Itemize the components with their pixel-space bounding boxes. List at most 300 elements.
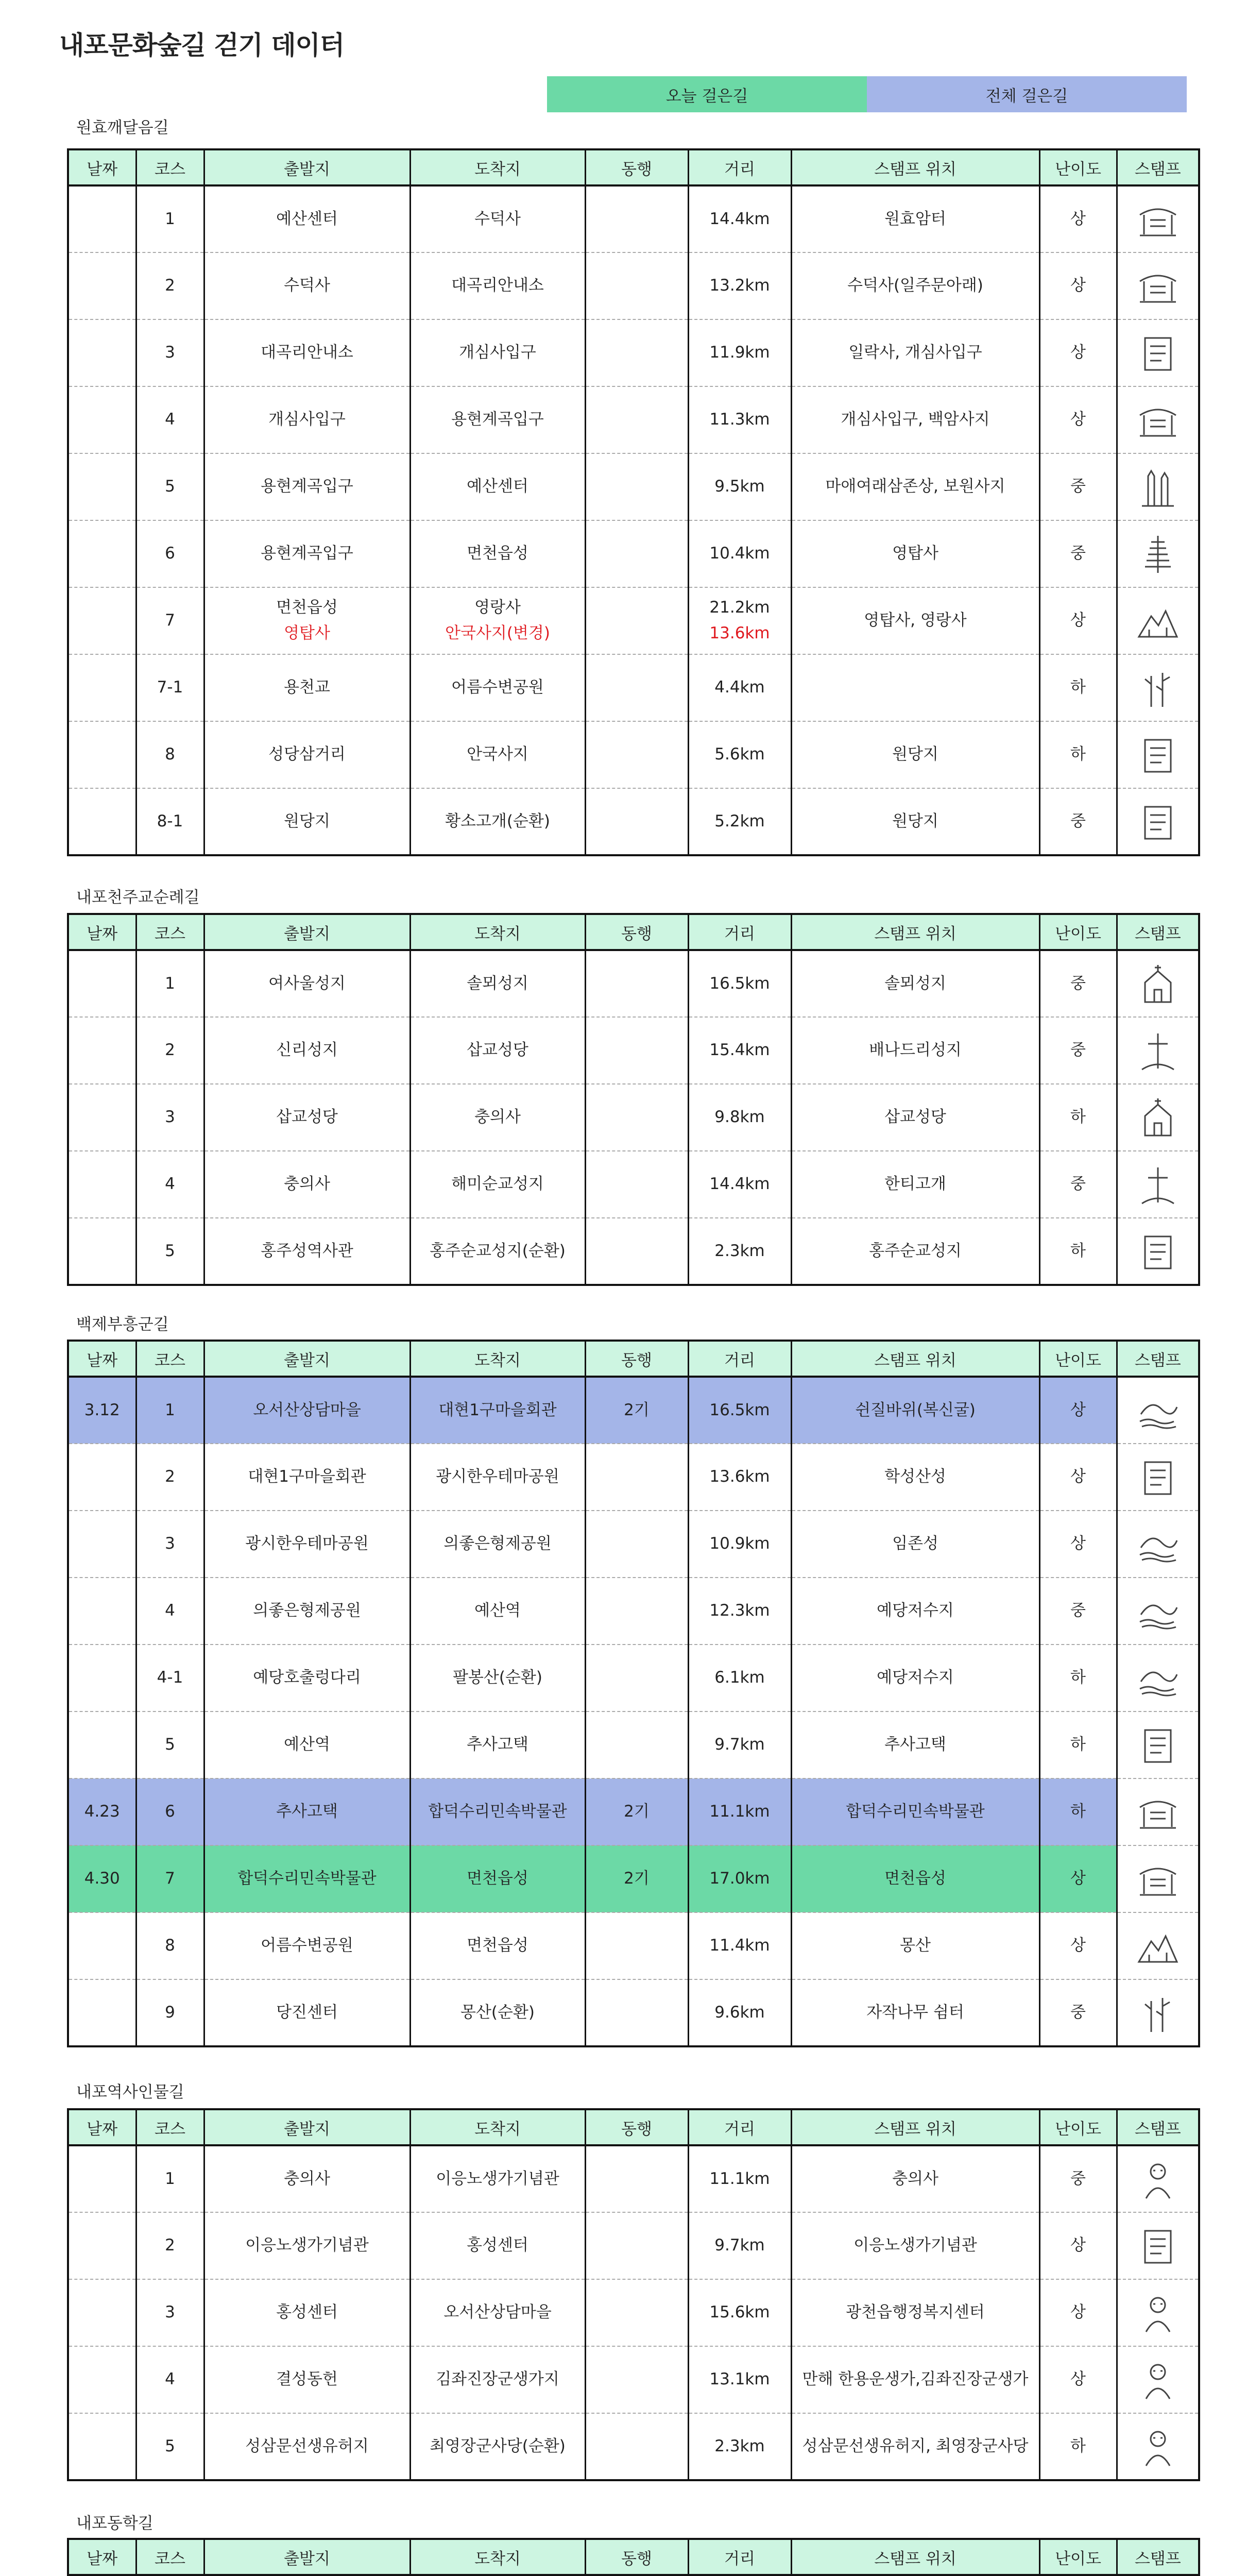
date-cell bbox=[68, 2212, 136, 2279]
stamp-location-cell: 만해 한용운생가,김좌진장군생가 bbox=[791, 2346, 1039, 2413]
course-cell: 4 bbox=[136, 1151, 204, 1218]
companion-cell bbox=[585, 1912, 688, 1979]
date-cell bbox=[68, 1017, 136, 1084]
stamp-location-cell: 배나드리성지 bbox=[791, 1017, 1039, 1084]
start-cell: 용천교 bbox=[204, 654, 410, 721]
scholar-stamp-icon bbox=[1136, 2425, 1180, 2469]
column-header: 스탬프 bbox=[1117, 2109, 1199, 2145]
column-header: 날짜 bbox=[68, 1341, 136, 1377]
column-header: 거리 bbox=[688, 914, 791, 950]
companion-cell bbox=[585, 1711, 688, 1778]
table-row bbox=[68, 587, 1199, 654]
difficulty-cell: 중 bbox=[1039, 788, 1117, 855]
door-stamp-icon bbox=[1136, 1723, 1180, 1767]
column-header: 도착지 bbox=[410, 2109, 585, 2145]
course-cell: 8-1 bbox=[136, 788, 204, 855]
date-cell bbox=[68, 1578, 136, 1645]
table-row bbox=[68, 2346, 1199, 2413]
distance-cell: 9.8km bbox=[688, 1084, 791, 1151]
distance-cell: 2.3km bbox=[688, 2413, 791, 2480]
stamp-location-cell: 임존성 bbox=[791, 1511, 1039, 1578]
end-cell: 황소고개(순환) bbox=[410, 788, 585, 855]
companion-cell bbox=[585, 950, 688, 1017]
date-cell bbox=[68, 386, 136, 453]
stamp-location-cell: 수덕사(일주문아래) bbox=[791, 252, 1039, 319]
difficulty-cell: 상 bbox=[1039, 2279, 1117, 2346]
table-row bbox=[68, 1912, 1199, 1979]
distance-cell: 13.1km bbox=[688, 2346, 791, 2413]
stamp-cell bbox=[1117, 1444, 1199, 1511]
table-row bbox=[68, 1444, 1199, 1511]
lake-stamp-icon bbox=[1136, 1589, 1180, 1633]
companion-cell bbox=[585, 1511, 688, 1578]
course-table bbox=[67, 148, 1200, 856]
date-cell bbox=[68, 1979, 136, 2046]
stamp-cell bbox=[1117, 319, 1199, 386]
end-cell: 수덕사 bbox=[410, 185, 585, 252]
start-cell: 충의사 bbox=[204, 1151, 410, 1218]
stamp-location-cell: 성삼문선생유허지, 최영장군사당 bbox=[791, 2413, 1039, 2480]
course-cell: 1 bbox=[136, 1377, 204, 1444]
companion-cell bbox=[585, 788, 688, 855]
course-cell: 6 bbox=[136, 1778, 204, 1845]
start-cell: 의좋은형제공원 bbox=[204, 1578, 410, 1645]
course-cell: 2 bbox=[136, 1444, 204, 1511]
table-row bbox=[68, 2279, 1199, 2346]
course-cell: 5 bbox=[136, 1218, 204, 1285]
birch-stamp-icon bbox=[1136, 1991, 1180, 2035]
stamp-cell bbox=[1117, 788, 1199, 855]
start-cell: 면천읍성 영탑사 bbox=[204, 587, 410, 654]
column-header: 거리 bbox=[688, 2109, 791, 2145]
column-header: 출발지 bbox=[204, 2109, 410, 2145]
legend-all: 전체 걸은길 bbox=[867, 76, 1187, 112]
stamp-location-cell: 쉰질바위(복신굴) bbox=[791, 1377, 1039, 1444]
column-header: 스탬프 위치 bbox=[791, 914, 1039, 950]
column-header: 스탬프 bbox=[1117, 1341, 1199, 1377]
companion-cell bbox=[585, 1645, 688, 1711]
course-table bbox=[67, 2538, 1200, 2576]
difficulty-cell: 중 bbox=[1039, 1151, 1117, 1218]
end-cell: 오서산상담마을 bbox=[410, 2279, 585, 2346]
column-header: 코스 bbox=[136, 914, 204, 950]
hill-cross-stamp-icon bbox=[1136, 1162, 1180, 1207]
course-cell: 2 bbox=[136, 2212, 204, 2279]
stamp-location-cell: 영탑사, 영랑사 bbox=[791, 587, 1039, 654]
companion-cell bbox=[585, 721, 688, 788]
start-cell: 홍주성역사관 bbox=[204, 1218, 410, 1285]
course-cell: 5 bbox=[136, 2413, 204, 2480]
companion-cell bbox=[585, 587, 688, 654]
companion-cell bbox=[585, 386, 688, 453]
distance-cell: 4.4km bbox=[688, 654, 791, 721]
course-table bbox=[67, 2108, 1200, 2481]
start-cell: 예당호출렁다리 bbox=[204, 1645, 410, 1711]
distance-cell: 11.4km bbox=[688, 1912, 791, 1979]
table-row bbox=[68, 1578, 1199, 1645]
end-cell: 홍주순교성지(순환) bbox=[410, 1218, 585, 1285]
companion-cell: 2기 bbox=[585, 1778, 688, 1845]
difficulty-cell: 상 bbox=[1039, 1912, 1117, 1979]
start-cell: 개심사입구 bbox=[204, 386, 410, 453]
stamp-cell bbox=[1117, 1377, 1199, 1444]
start-cell: 용현계곡입구 bbox=[204, 520, 410, 587]
column-header: 코스 bbox=[136, 2539, 204, 2575]
difficulty-cell: 상 bbox=[1039, 185, 1117, 252]
companion-cell: 2기 bbox=[585, 1845, 688, 1912]
start-cell: 당진센터 bbox=[204, 1979, 410, 2046]
companion-cell bbox=[585, 2212, 688, 2279]
stamp-cell bbox=[1117, 1151, 1199, 1218]
shrine-stamp-icon bbox=[1136, 800, 1180, 844]
rock-stamp-icon bbox=[1136, 1388, 1180, 1433]
stamp-location-cell: 학성산성 bbox=[791, 1444, 1039, 1511]
companion-cell bbox=[585, 2145, 688, 2212]
date-cell bbox=[68, 252, 136, 319]
start-cell: 여사울성지 bbox=[204, 950, 410, 1017]
end-cell: 면천읍성 bbox=[410, 1845, 585, 1912]
table-header bbox=[68, 914, 1199, 950]
course-cell: 1 bbox=[136, 950, 204, 1017]
column-header: 난이도 bbox=[1039, 2539, 1117, 2575]
date-cell bbox=[68, 950, 136, 1017]
distance-cell: 21.2km 13.6km bbox=[688, 587, 791, 654]
date-cell bbox=[68, 721, 136, 788]
stamp-location-cell: 충의사 bbox=[791, 2145, 1039, 2212]
table-row bbox=[68, 1017, 1199, 1084]
distance-cell: 5.6km bbox=[688, 721, 791, 788]
stamp-location-cell: 삽교성당 bbox=[791, 1084, 1039, 1151]
companion-cell bbox=[585, 2346, 688, 2413]
stamp-cell bbox=[1117, 1645, 1199, 1711]
date-cell bbox=[68, 1912, 136, 1979]
start-cell: 광시한우테마공원 bbox=[204, 1511, 410, 1578]
lake-stamp-icon bbox=[1136, 1656, 1180, 1700]
column-header: 스탬프 위치 bbox=[791, 2539, 1039, 2575]
end-cell: 예산역 bbox=[410, 1578, 585, 1645]
distance-cell: 9.6km bbox=[688, 1979, 791, 2046]
section-title: 내포천주교순례길 bbox=[76, 888, 200, 907]
companion-cell bbox=[585, 185, 688, 252]
section-title: 백제부흥군길 bbox=[76, 1315, 169, 1334]
stamp-cell bbox=[1117, 185, 1199, 252]
stamp-cell bbox=[1117, 1084, 1199, 1151]
difficulty-cell: 상 bbox=[1039, 587, 1117, 654]
column-header: 출발지 bbox=[204, 2539, 410, 2575]
column-header: 날짜 bbox=[68, 2109, 136, 2145]
start-cell: 이응노생가기념관 bbox=[204, 2212, 410, 2279]
figures-stamp-icon bbox=[1136, 2291, 1180, 2335]
table-row bbox=[68, 1511, 1199, 1578]
companion-cell bbox=[585, 319, 688, 386]
end-cell: 홍성센터 bbox=[410, 2212, 585, 2279]
end-cell: 해미순교성지 bbox=[410, 1151, 585, 1218]
column-header: 스탬프 위치 bbox=[791, 1341, 1039, 1377]
course-cell: 8 bbox=[136, 721, 204, 788]
end-cell: 합덕수리민속박물관 bbox=[410, 1778, 585, 1845]
difficulty-cell: 상 bbox=[1039, 2346, 1117, 2413]
stamp-location-cell: 홍주순교성지 bbox=[791, 1218, 1039, 1285]
stamp-cell bbox=[1117, 1979, 1199, 2046]
column-header: 도착지 bbox=[410, 2539, 585, 2575]
course-cell: 5 bbox=[136, 1711, 204, 1778]
companion-cell bbox=[585, 2413, 688, 2480]
difficulty-cell: 중 bbox=[1039, 1017, 1117, 1084]
end-cell: 용현계곡입구 bbox=[410, 386, 585, 453]
stamp-cell bbox=[1117, 1912, 1199, 1979]
course-cell: 4-1 bbox=[136, 1645, 204, 1711]
companion-cell bbox=[585, 1017, 688, 1084]
companion-cell bbox=[585, 1218, 688, 1285]
column-header: 날짜 bbox=[68, 149, 136, 185]
start-cell: 예산역 bbox=[204, 1711, 410, 1778]
companion-cell bbox=[585, 1444, 688, 1511]
end-cell: 대현1구마을회관 bbox=[410, 1377, 585, 1444]
stamp-location-cell: 광천읍행정복지센터 bbox=[791, 2279, 1039, 2346]
date-cell bbox=[68, 453, 136, 520]
temple-bell-stamp-icon bbox=[1136, 197, 1180, 242]
section-title: 내포역사인물길 bbox=[76, 2083, 184, 2102]
end-cell: 몽산(순환) bbox=[410, 1979, 585, 2046]
column-header: 스탬프 위치 bbox=[791, 149, 1039, 185]
companion-cell bbox=[585, 2279, 688, 2346]
table-row bbox=[68, 1218, 1199, 1285]
difficulty-cell: 상 bbox=[1039, 1845, 1117, 1912]
start-cell: 오서산상담마을 bbox=[204, 1377, 410, 1444]
course-cell: 7 bbox=[136, 587, 204, 654]
calligraphy-stamp-icon bbox=[1136, 331, 1180, 375]
stamp-location-cell bbox=[791, 654, 1039, 721]
difficulty-cell: 상 bbox=[1039, 319, 1117, 386]
companion-cell bbox=[585, 252, 688, 319]
companion-cell bbox=[585, 520, 688, 587]
course-cell: 9 bbox=[136, 1979, 204, 2046]
difficulty-cell: 중 bbox=[1039, 2145, 1117, 2212]
stamp-cell bbox=[1117, 1845, 1199, 1912]
start-cell: 성삼문선생유허지 bbox=[204, 2413, 410, 2480]
end-cell: 면천읍성 bbox=[410, 1912, 585, 1979]
course-cell: 6 bbox=[136, 520, 204, 587]
column-header: 코스 bbox=[136, 1341, 204, 1377]
museum-stamp-icon bbox=[1136, 1790, 1180, 1834]
stamp-cell bbox=[1117, 252, 1199, 319]
stamp-location-cell: 이응노생가기념관 bbox=[791, 2212, 1039, 2279]
start-cell: 추사고택 bbox=[204, 1778, 410, 1845]
column-header: 난이도 bbox=[1039, 914, 1117, 950]
difficulty-cell: 하 bbox=[1039, 1711, 1117, 1778]
stamp-cell bbox=[1117, 520, 1199, 587]
stamp-cell bbox=[1117, 721, 1199, 788]
column-header: 스탬프 위치 bbox=[791, 2109, 1039, 2145]
end-cell: 의좋은형제공원 bbox=[410, 1511, 585, 1578]
date-cell bbox=[68, 654, 136, 721]
end-cell: 면천읍성 bbox=[410, 520, 585, 587]
distance-cell: 14.4km bbox=[688, 185, 791, 252]
stamp-cell bbox=[1117, 587, 1199, 654]
martyr-stamp-icon bbox=[1136, 1229, 1180, 1274]
table-row bbox=[68, 1151, 1199, 1218]
column-header: 동행 bbox=[585, 914, 688, 950]
end-cell-changed: 안국사지(변경) bbox=[445, 624, 550, 642]
column-header: 동행 bbox=[585, 149, 688, 185]
difficulty-cell: 상 bbox=[1039, 2212, 1117, 2279]
table-row bbox=[68, 252, 1199, 319]
stamp-cell bbox=[1117, 386, 1199, 453]
stamp-location-cell: 일락사, 개심사입구 bbox=[791, 319, 1039, 386]
date-cell: 3.12 bbox=[68, 1377, 136, 1444]
stamp-cell bbox=[1117, 2279, 1199, 2346]
column-header: 스탬프 bbox=[1117, 149, 1199, 185]
column-header: 날짜 bbox=[68, 2539, 136, 2575]
course-cell: 5 bbox=[136, 453, 204, 520]
start-cell: 합덕수리민속박물관 bbox=[204, 1845, 410, 1912]
date-cell bbox=[68, 1151, 136, 1218]
date-cell bbox=[68, 1645, 136, 1711]
distance-cell: 17.0km bbox=[688, 1845, 791, 1912]
tree-stamp-icon bbox=[1136, 666, 1180, 710]
temple-gate-stamp-icon bbox=[1136, 264, 1180, 308]
companion-cell bbox=[585, 1578, 688, 1645]
start-cell: 용현계곡입구 bbox=[204, 453, 410, 520]
column-header: 도착지 bbox=[410, 149, 585, 185]
date-cell bbox=[68, 2346, 136, 2413]
column-header: 스탬프 bbox=[1117, 2539, 1199, 2575]
column-header: 도착지 bbox=[410, 914, 585, 950]
stamp-location-cell: 원효암터 bbox=[791, 185, 1039, 252]
end-cell: 예산센터 bbox=[410, 453, 585, 520]
start-cell: 원당지 bbox=[204, 788, 410, 855]
companion-cell bbox=[585, 654, 688, 721]
course-cell: 1 bbox=[136, 185, 204, 252]
start-cell: 예산센터 bbox=[204, 185, 410, 252]
date-cell bbox=[68, 2279, 136, 2346]
temple-hall-stamp-icon bbox=[1136, 398, 1180, 442]
end-cell: 이응노생가기념관 bbox=[410, 2145, 585, 2212]
end-cell: 팔봉산(순환) bbox=[410, 1645, 585, 1711]
start-cell: 성당삼거리 bbox=[204, 721, 410, 788]
course-cell: 4 bbox=[136, 1578, 204, 1645]
column-header: 거리 bbox=[688, 149, 791, 185]
stamp-cell bbox=[1117, 1218, 1199, 1285]
stamp-location-cell: 원당지 bbox=[791, 788, 1039, 855]
stamp-location-cell: 추사고택 bbox=[791, 1711, 1039, 1778]
table-row bbox=[68, 386, 1199, 453]
companion-cell bbox=[585, 1084, 688, 1151]
column-header: 코스 bbox=[136, 149, 204, 185]
bird-stamp-icon bbox=[1136, 1522, 1180, 1566]
start-cell: 결성동헌 bbox=[204, 2346, 410, 2413]
distance-cell: 9.7km bbox=[688, 1711, 791, 1778]
column-header: 도착지 bbox=[410, 1341, 585, 1377]
column-header: 날짜 bbox=[68, 914, 136, 950]
date-cell bbox=[68, 587, 136, 654]
artwork-stamp-icon bbox=[1136, 2224, 1180, 2268]
date-cell bbox=[68, 1444, 136, 1511]
date-cell bbox=[68, 1511, 136, 1578]
difficulty-cell: 하 bbox=[1039, 1084, 1117, 1151]
table-row bbox=[68, 185, 1199, 252]
distance-cell: 11.3km bbox=[688, 386, 791, 453]
start-cell: 대곡리안내소 bbox=[204, 319, 410, 386]
course-table bbox=[67, 913, 1200, 1286]
distance-cell: 12.3km bbox=[688, 1578, 791, 1645]
distance-cell: 14.4km bbox=[688, 1151, 791, 1218]
course-cell: 3 bbox=[136, 2279, 204, 2346]
difficulty-cell: 상 bbox=[1039, 252, 1117, 319]
fortress-stamp-icon bbox=[1136, 1455, 1180, 1499]
column-header: 코스 bbox=[136, 2109, 204, 2145]
distance-cell: 9.5km bbox=[688, 453, 791, 520]
column-header: 스탬프 bbox=[1117, 914, 1199, 950]
distance-cell: 11.1km bbox=[688, 2145, 791, 2212]
companion-cell bbox=[585, 1979, 688, 2046]
distance-cell: 11.9km bbox=[688, 319, 791, 386]
end-cell: 솔뫼성지 bbox=[410, 950, 585, 1017]
table-row bbox=[68, 2413, 1199, 2480]
end-cell: 영랑사 안국사지(변경) bbox=[410, 587, 585, 654]
end-cell: 어름수변공원 bbox=[410, 654, 585, 721]
course-cell: 1 bbox=[136, 2145, 204, 2212]
stamp-cell bbox=[1117, 1578, 1199, 1645]
table-row bbox=[68, 654, 1199, 721]
stamp-cell bbox=[1117, 654, 1199, 721]
distance-cell: 11.1km bbox=[688, 1778, 791, 1845]
cathedral-stamp-icon bbox=[1136, 1095, 1180, 1140]
distance-cell: 10.4km bbox=[688, 520, 791, 587]
pagoda-stamp-icon bbox=[1136, 532, 1180, 576]
end-cell: 충의사 bbox=[410, 1084, 585, 1151]
column-header: 출발지 bbox=[204, 149, 410, 185]
table-row bbox=[68, 453, 1199, 520]
table-row bbox=[68, 788, 1199, 855]
stamp-cell bbox=[1117, 2212, 1199, 2279]
course-cell: 2 bbox=[136, 1017, 204, 1084]
distance-cell: 9.7km bbox=[688, 2212, 791, 2279]
difficulty-cell: 하 bbox=[1039, 654, 1117, 721]
stamp-location-cell: 합덕수리민속박물관 bbox=[791, 1778, 1039, 1845]
table-header bbox=[68, 1341, 1199, 1377]
table-header bbox=[68, 149, 1199, 185]
difficulty-cell: 하 bbox=[1039, 1218, 1117, 1285]
distance-cell: 13.2km bbox=[688, 252, 791, 319]
column-header: 거리 bbox=[688, 1341, 791, 1377]
stamp-location-cell: 한티고개 bbox=[791, 1151, 1039, 1218]
stamp-location-cell: 몽산 bbox=[791, 1912, 1039, 1979]
distance-cell: 13.6km bbox=[688, 1444, 791, 1511]
difficulty-cell: 중 bbox=[1039, 1578, 1117, 1645]
stamp-location-cell: 개심사입구, 백암사지 bbox=[791, 386, 1039, 453]
date-cell bbox=[68, 1084, 136, 1151]
difficulty-cell: 중 bbox=[1039, 1979, 1117, 2046]
stamp-cell bbox=[1117, 1711, 1199, 1778]
end-cell: 추사고택 bbox=[410, 1711, 585, 1778]
legend bbox=[547, 76, 1187, 112]
table-row bbox=[68, 319, 1199, 386]
column-header: 난이도 bbox=[1039, 2109, 1117, 2145]
column-header: 출발지 bbox=[204, 1341, 410, 1377]
stamp-location-cell: 자작나무 쉼터 bbox=[791, 1979, 1039, 2046]
table-header bbox=[68, 2109, 1199, 2145]
section-title: 원효깨달음길 bbox=[76, 118, 169, 137]
stamp-location-cell: 예당저수지 bbox=[791, 1578, 1039, 1645]
course-cell: 3 bbox=[136, 1084, 204, 1151]
table-header bbox=[68, 2539, 1199, 2575]
start-cell: 대현1구마을회관 bbox=[204, 1444, 410, 1511]
date-cell bbox=[68, 319, 136, 386]
distance-cell: 15.6km bbox=[688, 2279, 791, 2346]
end-cell: 광시한우테마공원 bbox=[410, 1444, 585, 1511]
pillars-stamp-icon bbox=[1136, 465, 1180, 509]
